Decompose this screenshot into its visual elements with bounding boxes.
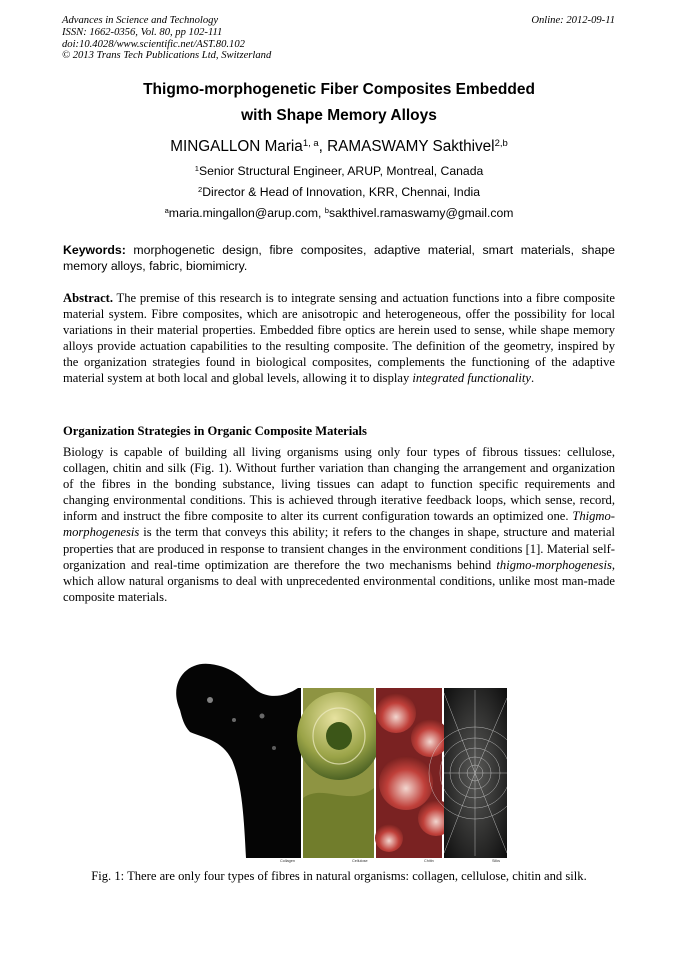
author-1-sup: 1, a — [302, 137, 319, 149]
body-italic-2: thigmo-morphogenesis — [496, 557, 612, 572]
section-heading: Organization Strategies in Organic Composite Materials — [63, 424, 367, 438]
affiliation-2-sup: 2 — [198, 184, 203, 194]
issn-line: ISSN: 1662-0356, Vol. 80, pp 102-111 — [62, 26, 223, 38]
author-1: MINGALLON Maria — [170, 138, 303, 155]
email-a: maria.mingallon@arup.com, — [168, 206, 325, 220]
body-text-2: is the term that conveys this ability; it refers to the changes in shape, structure and material properties that are produced in response to transient changes in the environment conditions [1]. Material self-organization and real-time optimization are therefore the two mechanisms behind — [63, 525, 615, 572]
figure-caption: Fig. 1: There are only four types of fibres in natural organisms: collagen, cellulose, chitin and silk. — [91, 869, 587, 883]
keywords-label: Keywords: — [63, 243, 126, 257]
cellulose-label: Cellulose — [352, 859, 368, 863]
author-2-sup: 2,b — [494, 137, 508, 149]
email-a-sup: a — [164, 205, 169, 215]
affiliation-2 — [0, 185, 678, 199]
author-2: RAMASWAMY Sakthivel — [327, 138, 495, 155]
collagen-label: Collagen — [280, 859, 295, 863]
paper-title-line-1: Thigmo-morphogenetic Fiber Composites Embedded — [143, 81, 535, 98]
affiliation-1-sup: 1 — [194, 163, 199, 173]
abstract-text: The premise of this research is to integrate sensing and actuation functions into a fibre composite material system. Fibre composites, which are anisotropic and heterogeneous, offer the possibility for local variations in their material properties. Embedded fibre optics are herein used to sense, while shape memory alloys provide actuation capabilities to the resulting composite. The definition of the geometry, inspired by the organization strategies found in biological composites, complements the functioning of the adaptive material system at both local and global levels, allowing it to display — [63, 291, 615, 386]
abstract-end: . — [530, 371, 535, 386]
author-separator: , — [318, 138, 328, 155]
journal-header — [62, 15, 615, 62]
abstract-label: Abstract. — [63, 291, 114, 305]
abstract — [63, 290, 615, 387]
keywords — [63, 242, 615, 274]
copyright-line: © 2013 Trans Tech Publications Ltd, Switzerland — [62, 50, 272, 62]
journal-name: Advances in Science and Technology — [62, 15, 219, 26]
figure-1-image — [174, 658, 507, 864]
affiliation-1-text: Senior Structural Engineer, ARUP, Montreal, Canada — [198, 164, 484, 178]
abstract-italic: integrated functionality — [412, 371, 531, 386]
chitin-panel — [375, 688, 454, 863]
email-b-sup: b — [324, 205, 329, 215]
cellulose-panel — [297, 688, 381, 863]
keywords-text: morphogenetic design, fibre composites, adaptive material, smart materials, shape memory alloys, fabric, biomimicry. — [63, 243, 615, 273]
email-line — [0, 206, 678, 220]
affiliation-1 — [0, 164, 678, 178]
body-italic-1: Thigmo-morphogenesis — [63, 509, 615, 540]
chitin-label: Chitin — [424, 859, 434, 863]
collagen-panel — [176, 664, 301, 863]
silk-label: Silks — [492, 859, 501, 863]
body-paragraph — [63, 444, 615, 605]
online-date: Online: 2012-09-11 — [531, 15, 615, 26]
email-b: sakthivel.ramaswamy@gmail.com — [328, 206, 514, 220]
affiliation-2-text: Director & Head of Innovation, KRR, Chennai, India — [202, 185, 480, 199]
figure-1 — [174, 658, 507, 864]
paper-title-line-2: with Shape Memory Alloys — [241, 107, 437, 124]
author-list — [0, 138, 678, 156]
body-text-3: , which allow natural organisms to deal with unprecedented environmental conditions, unlike most man-made composite materials. — [63, 557, 615, 604]
body-text-1: Biology is capable of building all living organisms using only four types of fibrous tissues: cellulose, collagen, chitin and silk (Fig. 1). Without further variation than changing the arrangement and organization of the fibres in the bonding substance, living tissues can adapt to function specific requirements and changing environmental conditions. This is achieved through iterative feedback loops, which sense, record, inform and instruct the fibre composite to alter its current configuration towards an optimized one. — [63, 445, 615, 524]
doi-line: doi:10.4028/www.scientific.net/AST.80.102 — [62, 38, 245, 50]
